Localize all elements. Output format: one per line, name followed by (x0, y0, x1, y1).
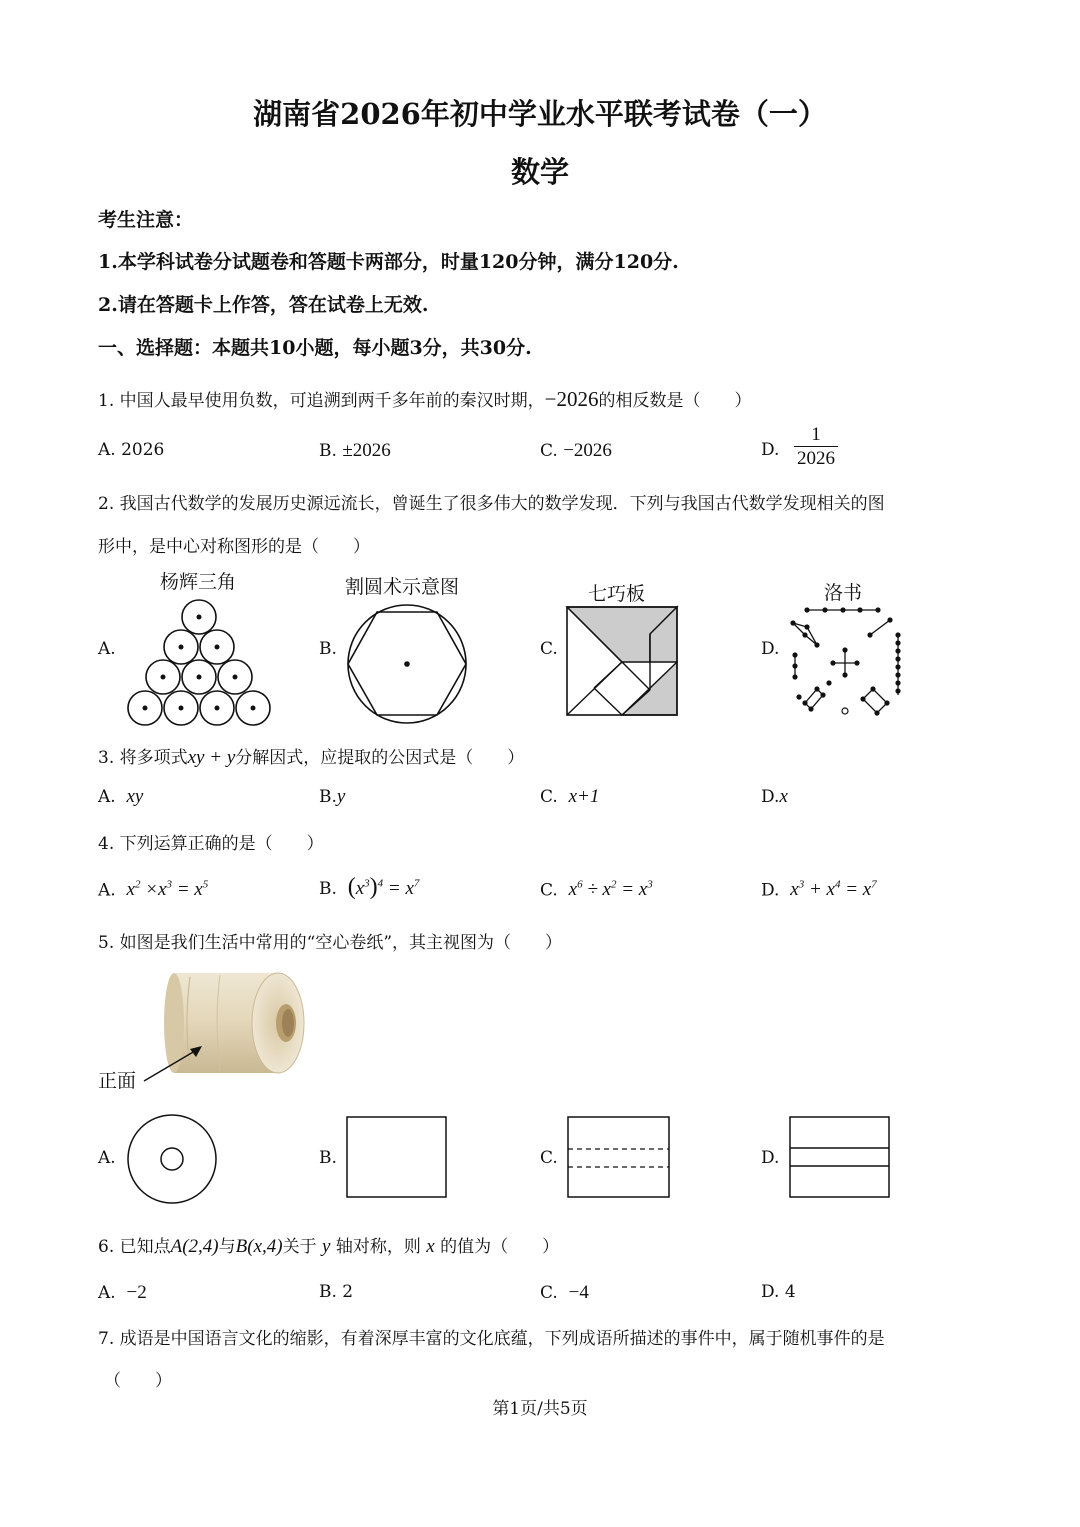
q3-stem-text-end: 分解因式，应提取的公因式是（ ） (235, 748, 525, 768)
q2-option-b[interactable]: B. (319, 639, 337, 659)
q1-option-b-label: B. (319, 441, 337, 461)
q1-stem-text: 1. 中国人最早使用负数，可追溯到两千多年前的秦汉时期， (98, 391, 545, 411)
q2-option-c[interactable]: C. (540, 639, 558, 659)
q4-option-d[interactable] (761, 879, 877, 901)
q4-option-a-math: $x^2 \times x^3 = x^5$ (126, 879, 209, 901)
front-arrow-icon (140, 1040, 210, 1085)
q5-option-d[interactable]: D. (761, 1148, 780, 1168)
q1-stem-text-end: 的相反数是（ ） (598, 391, 752, 411)
q1-option-d[interactable] (761, 440, 779, 460)
q1-option-c-label: C. (540, 441, 558, 461)
q5-option-b-figure (346, 1116, 448, 1198)
q2-option-d[interactable]: D. (761, 639, 780, 659)
q1-option-d-label: D. (761, 440, 780, 460)
q5-option-c[interactable]: C. (540, 1148, 558, 1168)
q4-option-a-label: A. (98, 880, 116, 901)
notice-item-2: 2.请在答题卡上作答，答在试卷上无效. (98, 294, 429, 316)
q6-point-a: A(2,4) (170, 1236, 219, 1257)
q3-option-d-math: x (779, 786, 788, 807)
q4-option-b-label: B. (319, 879, 337, 899)
subject-title: 数学 (510, 155, 569, 189)
q1-stem-math: −2026 (544, 387, 599, 411)
q7-stem-line1: 7. 成语是中国语言文化的缩影，有着深厚丰富的文化底蕴，下列成语所描述的事件中，属于随机事件的是 (98, 1329, 885, 1349)
q6-option-c[interactable] (540, 1282, 589, 1304)
q1-option-a[interactable]: A. 2026 (98, 440, 165, 460)
q4-option-a[interactable] (98, 879, 208, 901)
q2-stem-line2: 形中，是中心对称图形的是（ ） (98, 537, 370, 557)
q6-option-b[interactable]: B. 2 (319, 1282, 354, 1302)
caption-luoshu: 洛书 (824, 582, 863, 604)
q6-stem (98, 1232, 559, 1258)
q3-option-c[interactable] (540, 786, 599, 808)
yanghui-triangle-figure (120, 595, 280, 730)
q6-option-a[interactable] (98, 1282, 147, 1304)
q3-option-d[interactable] (761, 786, 788, 808)
q1-option-b-math: ±2026 (342, 440, 391, 461)
q6-option-c-label: C. (540, 1283, 558, 1303)
fraction-numerator: 1 (811, 424, 821, 445)
q5-option-c-figure (567, 1116, 671, 1198)
fraction-denominator: 2026 (797, 448, 835, 469)
q3-option-b-math: y (336, 786, 346, 807)
q3-option-b-label: B. (319, 787, 337, 807)
q4-stem: 4. 下列运算正确的是（ ） (98, 834, 324, 854)
q4-option-b-math: $(x^3)^4 = x^7$ (347, 874, 420, 900)
q6-stem-text-mid: 与 (218, 1237, 236, 1257)
q5-option-a[interactable]: A. (98, 1148, 116, 1168)
circle-cutting-figure (345, 602, 469, 726)
caption-tangram: 七巧板 (588, 583, 646, 605)
q5-stem: 5. 如图是我们生活中常用的“空心卷纸”，其主视图为（ ） (98, 933, 563, 953)
q6-stem-text-2: 关于 (282, 1237, 317, 1257)
q1-option-d-fraction (794, 424, 838, 471)
q3-option-b[interactable] (319, 786, 345, 808)
q2-option-a[interactable]: A. (98, 639, 116, 659)
notice-heading: 考生注意： (98, 209, 194, 231)
q1-option-b[interactable] (319, 440, 391, 462)
q3-option-d-label: D. (761, 787, 780, 807)
q1-stem (98, 386, 751, 412)
tangram-figure (566, 606, 678, 716)
q4-option-c[interactable] (540, 879, 653, 901)
page-number: 第1页/共5页 (492, 1399, 588, 1419)
caption-circle-cutting: 割圆术示意图 (345, 576, 460, 598)
notice-item-1: 1.本学科试卷分试题卷和答题卡两部分，时量120分钟，满分120分. (98, 251, 679, 273)
q6-y-axis: y (322, 1236, 331, 1257)
q3-option-a-label: A. (98, 787, 116, 807)
q3-stem (98, 743, 524, 769)
q6-option-a-label: A. (98, 1283, 116, 1303)
q6-stem-text: 6. 已知点 (98, 1237, 171, 1257)
q2-stem-line1: 2. 我国古代数学的发展历史源远流长，曾诞生了很多伟大的数学发现．下列与我国古代数学发现相关的图 (98, 494, 885, 514)
q1-option-c-math: −2026 (563, 440, 612, 461)
q1-option-c[interactable] (540, 440, 612, 462)
q6-stem-text-end: 的值为（ ） (440, 1237, 560, 1257)
q7-stem-line2: （ ） (104, 1371, 172, 1391)
q6-option-d[interactable]: D. 4 (761, 1282, 796, 1302)
q6-point-b: B(x,4) (235, 1236, 283, 1257)
q6-x-var: x (426, 1236, 435, 1257)
q4-option-d-label: D. (761, 880, 780, 901)
q3-stem-math: xy + y (187, 747, 236, 768)
section-heading: 一、选择题：本题共10小题，每小题3分，共30分. (98, 337, 532, 359)
front-label: 正面 (98, 1070, 137, 1092)
q3-stem-text: 3. 将多项式 (98, 748, 188, 768)
q3-option-a-math: xy (126, 786, 144, 807)
q4-option-c-math: $x^6 \div x^2 = x^3$ (568, 879, 653, 901)
q5-option-a-figure (126, 1113, 218, 1205)
q6-option-a-math: −2 (126, 1282, 147, 1303)
q3-option-c-label: C. (540, 787, 558, 807)
q4-option-d-math: $x^3 + x^4 = x^7$ (790, 879, 877, 901)
q5-option-b[interactable]: B. (319, 1148, 337, 1168)
q6-option-c-math: −4 (568, 1282, 589, 1303)
q4-option-b[interactable] (319, 874, 419, 901)
q3-option-c-math: x+1 (568, 786, 600, 807)
q3-option-a[interactable] (98, 786, 143, 808)
caption-yanghui-triangle: 杨辉三角 (160, 571, 237, 593)
exam-title: 湖南省2026年初中学业水平联考试卷（一） (253, 97, 827, 131)
q5-option-d-figure (789, 1116, 891, 1198)
q6-stem-text-3: 轴对称，则 (335, 1237, 421, 1257)
q4-option-c-label: C. (540, 880, 558, 901)
luoshu-figure (785, 605, 905, 720)
